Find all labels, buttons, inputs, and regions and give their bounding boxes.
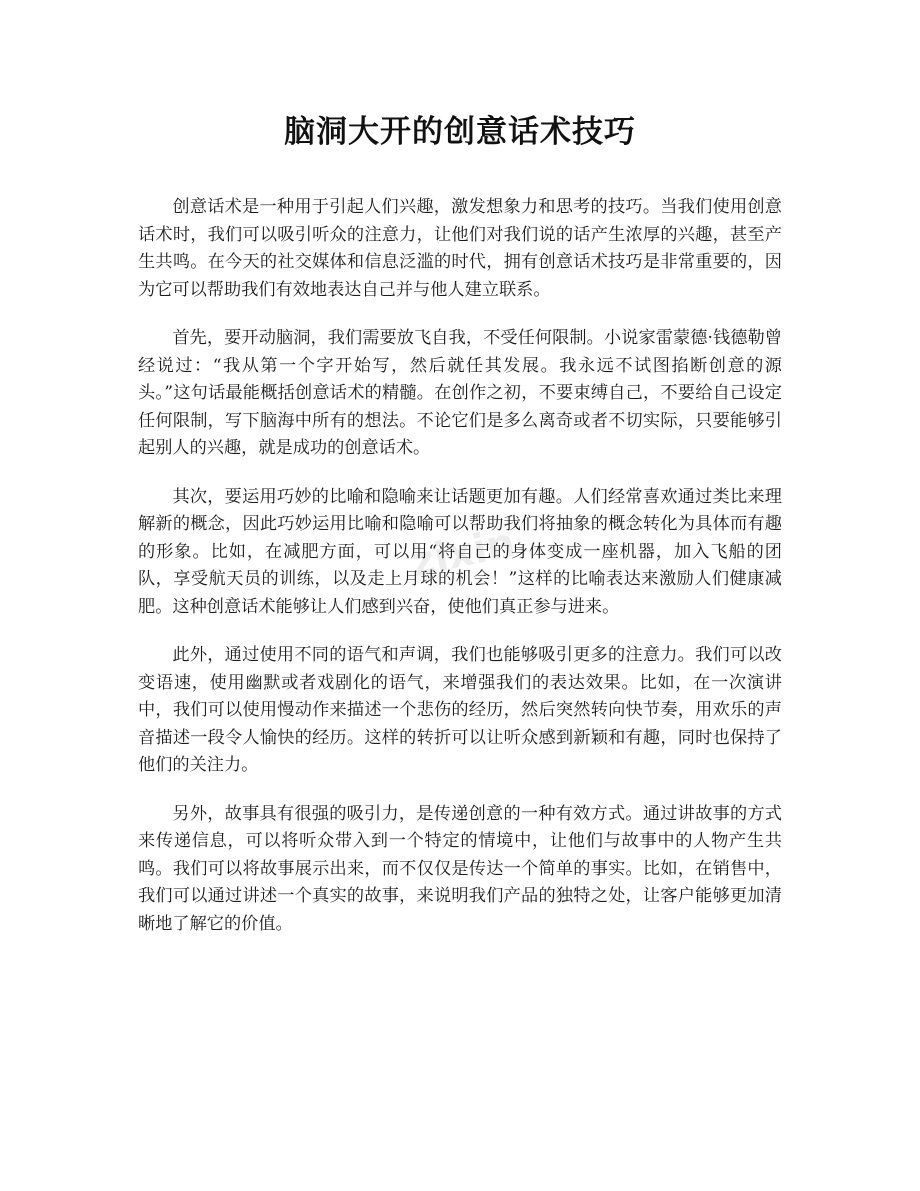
document-body	[138, 194, 782, 938]
watermark: zixin	[406, 519, 520, 587]
paragraph-second: 其次，要运用巧妙的比喻和隐喻来让话题更加有趣。人们经常喜欢通过类比来理解新的概念，因此巧妙运用比喻和隐喻可以帮助我们将抽象的概念转化为具体而有趣的形象。比如，在减肥方面，可以用“将自己的身体变成一座机器，加入飞船的团队，享受航天员的训练，以及走上月球的机会！”这样的比喻表达来激励人们健康减肥。这种创意话术能够让人们感到兴奋，使他们真正参与进来。	[138, 486, 782, 617]
paragraph-intro: 创意话术是一种用于引起人们兴趣，激发想象力和思考的技巧。当我们使用创意话术时，我们可以吸引听众的注意力，让他们对我们说的话产生浓厚的兴趣，甚至产生共鸣。在今天的社交媒体和信息泛滥的时代，拥有创意话术技巧是非常重要的，因为它可以帮助我们有效地表达自己并与他人建立联系。	[138, 197, 782, 300]
paragraph-additionally: 此外，通过使用不同的语气和声调，我们也能够吸引更多的注意力。我们可以改变语速，使用幽默或者戏剧化的语气，来增强我们的表达效果。比如，在一次演讲中，我们可以使用慢动作来描述一个悲伤的经历，然后突然转向快节奏，用欢乐的声音描述一段令人愉快的经历。这样的转折可以让听众感到新颖和有趣，同时也保持了他们的关注力。	[138, 645, 782, 775]
page-title: 脑洞大开的创意话术技巧	[284, 114, 636, 150]
paragraph-storytelling: 另外，故事具有很强的吸引力，是传递创意的一种有效方式。通过讲故事的方式来传递信息，可以将听众带入到一个特定的情境中，让他们与故事中的人物产生共鸣。我们可以将故事展示出来，而不仅仅是传达一个简单的事实。比如，在销售中，我们可以通过讲述一个真实的故事，来说明我们产品的独特之处，让客户能够更加清晰地了解它的价值。	[138, 803, 782, 934]
paragraph-first: 首先，要开动脑洞，我们需要放飞自我，不受任何限制。小说家雷蒙德·钱德勒曾经说过：“我从第一个字开始写，然后就任其发展。我永远不试图掐断创意的源头。”这句话最能概括创意话术的精髓。在创作之初，不要束缚自己，不要给自己设定任何限制，写下脑海中所有的想法。不论它们是多么离奇或者不切实际，只要能够引起别人的兴趣，就是成功的创意话术。	[138, 328, 782, 458]
